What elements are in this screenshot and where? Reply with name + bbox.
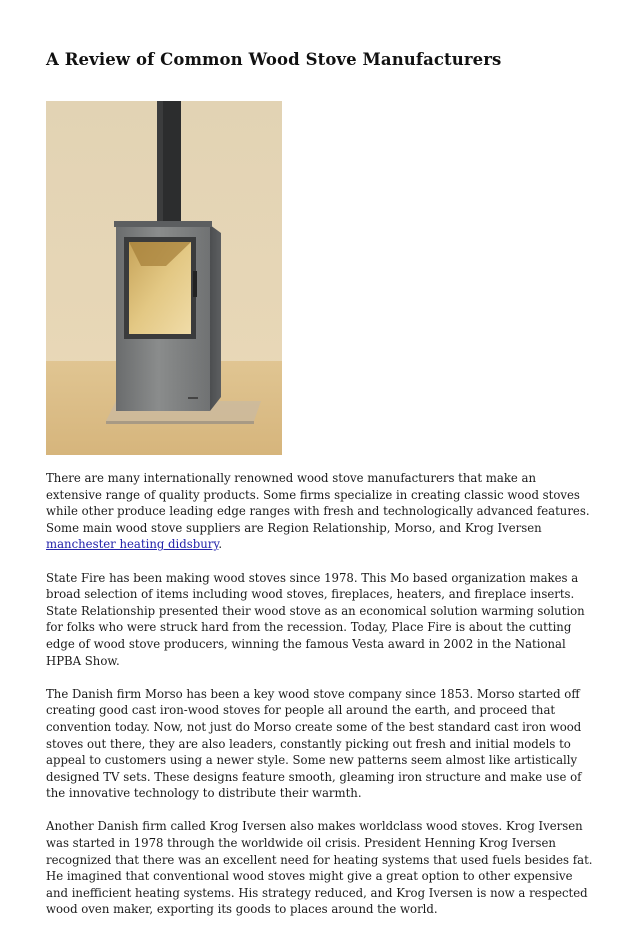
paragraph-4: Another Danish firm called Krog Iversen also makes worldclass wood stoves. Krog Iversen was started in 1978 through the worldwide oil crisis. President Henning Krog Iversen recognized that there was an excellent need for heating systems that used fuels besides fat. He imagined that conventional wood stoves might give a great option to other expensive and inefficient heating systems. His strategy reduced, and Krog Iversen is now a respected wood oven maker, exporting its goods to places around the world. — [46, 819, 593, 917]
article-body — [46, 470, 594, 935]
wood-stove-photo — [46, 101, 282, 455]
manchester-heating-link[interactable]: manchester heating didsbury — [46, 537, 219, 552]
page-title: A Review of Common Wood Stove Manufacturers — [46, 50, 502, 69]
paragraph-2: State Fire has been making wood stoves since 1978. This Mo based organization makes a broad selection of items including wood stoves, fireplaces, heaters, and fireplace inserts. State Relationship presented their wood stove as an economical solution warming solution for folks who were struck hard from the recession. Today, Place Fire is about the cutting edge of wood stove producers, winning the famous Vesta award in 2002 in the National HPBA Show. — [46, 570, 585, 668]
paragraph-1 — [46, 470, 594, 553]
paragraph-1-end: . — [218, 537, 223, 552]
paragraph-3: The Danish firm Morso has been a key wood stove company since 1853. Morso started off creating good cast iron-wood stoves for people all around the earth, and proceed that convention today. Now, not just do Morso create some of the best standard cast iron wood stoves out there, they are also leaders, constantly picking out fresh and initial models to appeal to customers using a newer style. Some new patterns seem almost like artistically designed TV sets. These designs feature smooth, gleaming iron structure and make use of the innovative technology to distribute their warmth. — [46, 686, 582, 801]
paragraph-1-text: There are many internationally renowned wood stove manufacturers that make an extensive range of quality products. Some firms specialize in creating classic wood stoves while other produce leading edge ranges with fresh and technologically advanced features. Some main wood stove suppliers are Region Relationship, Morso, and Krog Iversen — [46, 471, 590, 535]
